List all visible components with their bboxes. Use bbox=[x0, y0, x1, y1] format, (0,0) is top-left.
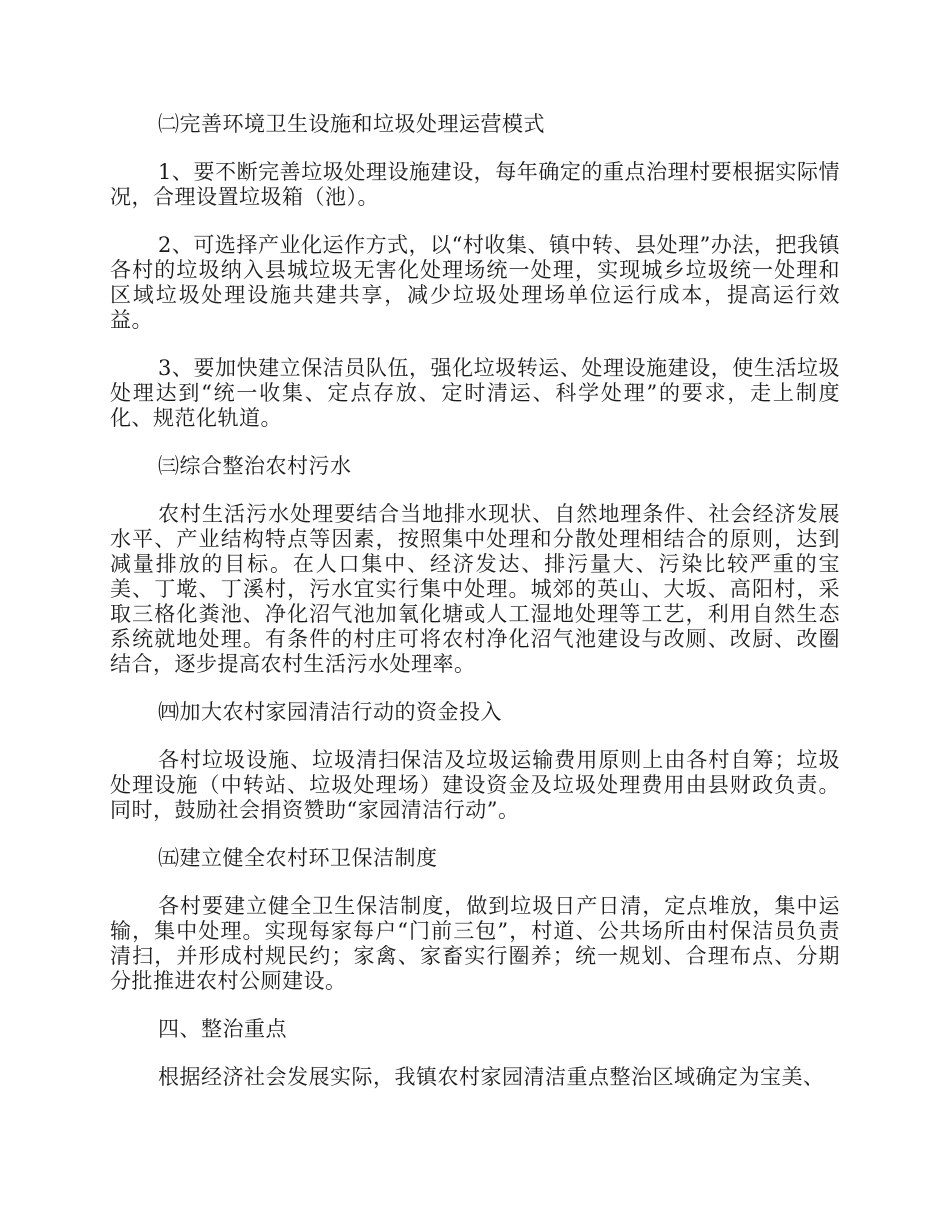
paragraph-2-1: 1、要不断完善垃圾处理设施建设，每年确定的重点治理村要根据实际情况，合理设置垃圾箱（池）。 bbox=[110, 160, 840, 209]
paragraph-3: 农村生活污水处理要结合当地排水现状、自然地理条件、社会经济发展水平、产业结构特点等因素，按照集中处理和分散处理相结合的原则，达到减量排放的目标。在人口集中、经济发达、排污量大、污染比较严重的宝美、丁墘、丁溪村，污水宜实行集中处理。城郊的英山、大坂、高阳村，采取三格化粪池、净化沼气池加氧化塘或人工湿地处理等工艺，利用自然生态系统就地处理。有条件的村庄可将农村净化沼气池建设与改厕、改厨、改圈结合，逐步提高农村生活污水处理率。 bbox=[110, 502, 840, 676]
section-heading-4: 四、整治重点 bbox=[158, 1017, 287, 1041]
subsection-heading-2: ㈡完善环境卫生设施和垃圾处理运营模式 bbox=[158, 112, 545, 136]
paragraph-5: 各村要建立健全卫生保洁制度，做到垃圾日产日清，定点堆放，集中运输，集中处理。实现每家每户“门前三包”，村道、公共场所由村保洁员负责清扫，并形成村规民约；家禽、家畜实行圈养；统一规划、合理布点、分期分批推进农村公厕建设。 bbox=[110, 894, 840, 993]
document-body bbox=[110, 112, 840, 1113]
paragraph-2-2: 2、可选择产业化运作方式，以“村收集、镇中转、县处理”办法，把我镇各村的垃圾纳入县城垃圾无害化处理场统一处理，实现城乡垃圾统一处理和区域垃圾处理设施共建共享，减少垃圾处理场单位运行成本，提高运行效益。 bbox=[110, 233, 840, 332]
subsection-heading-5: ㈤建立健全农村环卫保洁制度 bbox=[158, 846, 438, 870]
paragraph-4: 各村垃圾设施、垃圾清扫保洁及垃圾运输费用原则上由各村自筹；垃圾处理设施（中转站、垃圾处理场）建设资金及垃圾处理费用由县财政负责。同时，鼓励社会捐资赞助“家园清洁行动”。 bbox=[110, 748, 840, 822]
paragraph-section-4: 根据经济社会发展实际，我镇农村家园清洁重点整治区域确定为宝美、 bbox=[158, 1065, 825, 1089]
subsection-heading-3: ㈢综合整治农村污水 bbox=[158, 454, 352, 478]
subsection-heading-4: ㈣加大农村家园清洁行动的资金投入 bbox=[158, 700, 502, 724]
paragraph-2-3: 3、要加快建立保洁员队伍，强化垃圾转运、处理设施建设，使生活垃圾处理达到“统一收集、定点存放、定时清运、科学处理”的要求，走上制度化、规范化轨道。 bbox=[110, 356, 840, 430]
